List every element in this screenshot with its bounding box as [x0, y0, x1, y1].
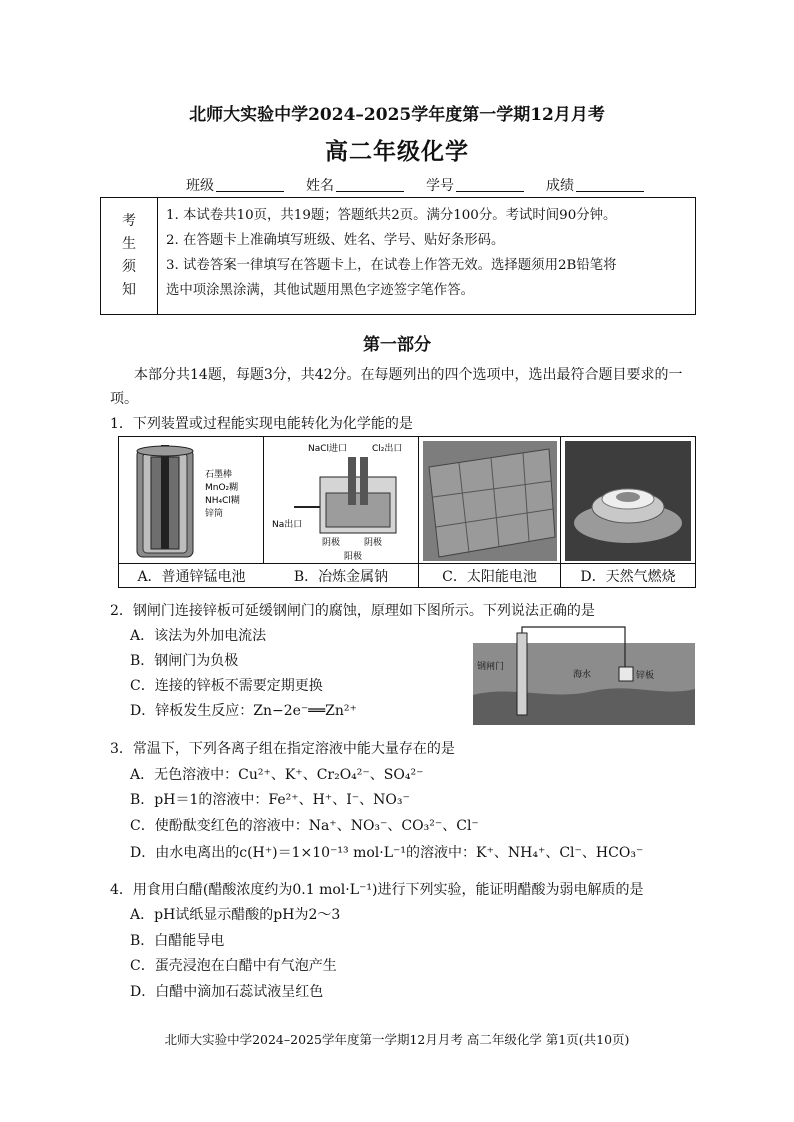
na-outlet-label: Na出口: [272, 520, 303, 530]
option-c-caption: C．太阳能电池: [419, 563, 561, 587]
zinc-plate-label: 锌板: [636, 671, 655, 681]
blank-line: [456, 177, 524, 192]
anode-label: 阳极: [344, 552, 363, 562]
sodium-electrolysis-figure: [264, 437, 419, 563]
option-d-caption: D．天然气燃烧: [561, 563, 695, 587]
zinc-manganese-battery-figure: [119, 437, 264, 563]
question-3-stem: 3．常温下，下列各离子组在指定溶液中能大量存在的是: [110, 741, 455, 757]
cathode-label-1: 阴极: [322, 538, 341, 548]
question-3-option-d: D．由水电离出的c(H⁺)＝1×10⁻¹³ mol·L⁻¹的溶液中：K⁺、NH₄⁺、Cl⁻、HCO₃⁻: [130, 845, 644, 861]
page-footer: 北师大实验中学2024–2025学年度第一学期12月月考 高二年级化学 第1页(共10页): [164, 1032, 630, 1047]
notice-text: [158, 198, 695, 314]
nh4cl-paste-label: NH₄Cl糊: [205, 496, 240, 506]
question-1-figure-table: [118, 436, 696, 588]
student-info-row: [186, 175, 666, 195]
solar-cell-photo: [419, 437, 561, 563]
blank-line: [336, 177, 404, 192]
steel-gate-label: 钢闸门: [477, 662, 505, 672]
question-4-option-c: C．蛋壳浸泡在白醋中有气泡产生: [130, 958, 337, 974]
question-3-option-a: A．无色溶液中：Cu²⁺、K⁺、Cr₂O₄²⁻、SO₄²⁻: [130, 767, 424, 783]
student-id-field[interactable]: 学号: [426, 175, 524, 195]
blank-line: [576, 177, 644, 192]
zinc-can-label: 锌筒: [205, 509, 224, 519]
notice-line: 3. 试卷答案一律填写在答题卡上，在试卷上作答无效。选择题须用2B铅笔将: [166, 258, 617, 273]
cl2-outlet-label: Cl₂出口: [372, 444, 403, 454]
cathode-label-2: 阴极: [364, 538, 383, 548]
question-4-stem: 4．用食用白醋(醋酸浓度约为0.1 mol·L⁻¹)进行下列实验，能证明醋酸为弱电解质的是: [110, 882, 644, 898]
score-field[interactable]: 成绩: [546, 175, 644, 195]
nacl-inlet-label: NaCl进口: [308, 444, 348, 454]
mno2-paste-label: MnO₂糊: [205, 483, 239, 493]
seawater-label: 海水: [573, 670, 592, 680]
question-2-option-b: B．钢闸门为负极: [130, 653, 239, 669]
question-4-option-b: B．白醋能导电: [130, 933, 225, 949]
question-3-option-c: C．使酚酞变红色的溶液中：Na⁺、NO₃⁻、CO₃²⁻、Cl⁻: [130, 818, 479, 834]
option-b-caption: B．冶炼金属钠: [264, 563, 419, 587]
notice-label: 考 生 须 知: [101, 198, 158, 314]
question-2-option-d: D．锌板发生反应：Zn−2e⁻══Zn²⁺: [130, 703, 357, 719]
gas-burner-photo: [561, 437, 695, 563]
question-2-option-a: A．该法为外加电流法: [130, 628, 267, 644]
exam-title: 北师大实验中学2024–2025学年度第一学期12月月考: [189, 105, 605, 125]
blank-line: [216, 177, 284, 192]
steel-gate-figure: [473, 625, 695, 725]
notice-line: 2. 在答题卡上准确填写班级、姓名、学号、贴好条形码。: [166, 233, 505, 248]
question-4-option-a: A．pH试纸显示醋酸的pH为2～3: [130, 907, 341, 923]
subject-title: 高二年级化学: [325, 138, 469, 165]
section-title: 第一部分: [363, 335, 431, 355]
question-1-stem: 1．下列装置或过程能实现电能转化为化学能的是: [110, 416, 413, 432]
question-3-option-b: B．pH＝1的溶液中：Fe²⁺、H⁺、I⁻、NO₃⁻: [130, 792, 410, 808]
graphite-rod-label: 石墨棒: [205, 470, 233, 480]
question-4-option-d: D．白醋中滴加石蕊试液呈红色: [130, 984, 324, 1000]
notice-line: 1. 本试卷共10页，共19题；答题纸共2页。满分100分。考试时间90分钟。: [166, 208, 617, 223]
notice-line: 选中项涂黑涂满，其他试题用黑色字迹签字笔作答。: [166, 283, 474, 298]
option-a-caption: A．普通锌锰电池: [119, 563, 264, 587]
exam-notice-box: [100, 197, 696, 315]
name-field[interactable]: 姓名: [306, 175, 404, 195]
question-2-option-c: C．连接的锌板不需要定期更换: [130, 678, 323, 694]
question-2-stem: 2．钢闸门连接锌板可延缓钢闸门的腐蚀，原理如下图所示。下列说法正确的是: [110, 603, 595, 619]
section-intro: 本部分共14题，每题3分，共42分。在每题列出的四个选项中，选出最符合题目要求的一项。: [110, 367, 683, 407]
class-field[interactable]: 班级: [186, 175, 284, 195]
